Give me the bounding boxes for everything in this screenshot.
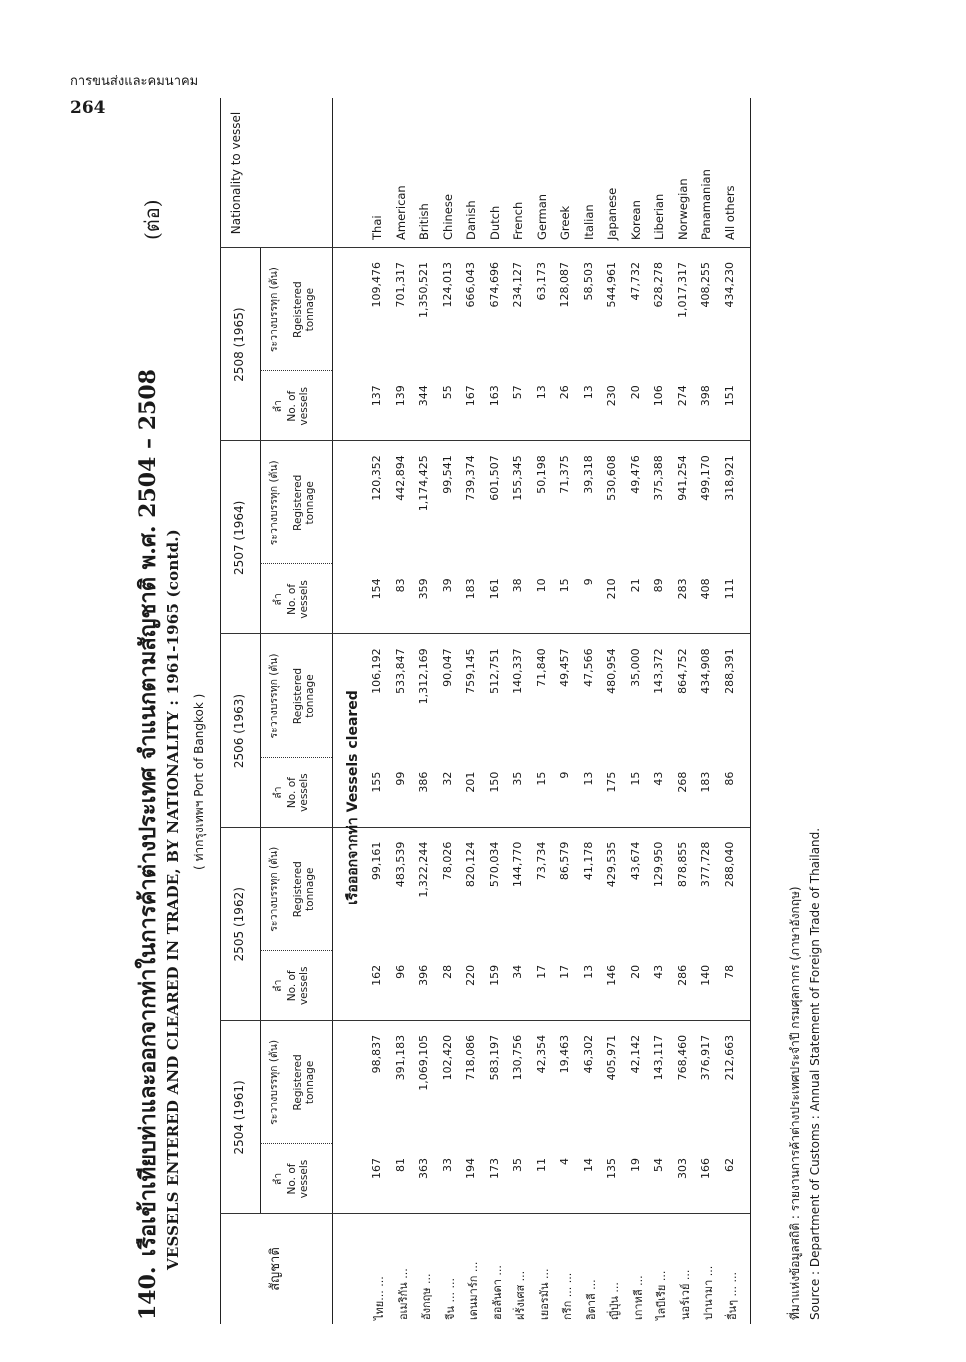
vessels-count-cell: 175 bbox=[605, 771, 618, 793]
tonnage-cell: 288,040 bbox=[722, 841, 736, 888]
vessels-count-cell: 38 bbox=[511, 578, 524, 593]
tonnage-cell: 718,086 bbox=[464, 1034, 477, 1081]
running-header: การขนส่งและคมนาคม bbox=[70, 74, 199, 89]
row-label-thai: จีน ... ... bbox=[443, 1278, 457, 1320]
tonnage-cell: 878,855 bbox=[675, 841, 689, 888]
row-label-english: Norwegian bbox=[675, 178, 690, 240]
table-header-rule bbox=[332, 98, 333, 1324]
vessels-count-cell: 286 bbox=[675, 964, 689, 986]
tonnage-cell: 739,374 bbox=[464, 455, 477, 501]
vessels-count-cell: 150 bbox=[487, 771, 501, 793]
row-label-thai: เดนมาร์ก ... bbox=[467, 1261, 480, 1320]
tonnage-cell: 124,013 bbox=[440, 262, 454, 308]
row-label-english: All others bbox=[722, 185, 737, 240]
vessels-count-cell: 183 bbox=[699, 771, 712, 793]
vessels-count-cell: 386 bbox=[417, 771, 430, 793]
table-top-rule bbox=[220, 98, 221, 1324]
row-label-thai: อิตาลี ... bbox=[584, 1279, 598, 1320]
vessels-count-cell: 26 bbox=[558, 385, 571, 400]
vessels-count-cell: 21 bbox=[628, 578, 642, 593]
tonnage-cell: 1,322,244 bbox=[417, 841, 430, 898]
vessels-count-cell: 283 bbox=[675, 578, 689, 600]
year-header: 2506 (1963) bbox=[232, 693, 246, 769]
vessels-count-cell: 43 bbox=[652, 771, 665, 786]
tonnage-header-thai: ระวางบรรทุก (ตัน) bbox=[268, 846, 280, 932]
vessels-count-cell: 303 bbox=[675, 1158, 689, 1179]
title-thai-text: เรือเข้าเทียบท่าและออกจากท่าในการค้าต่างประเทศ จำแนกตามสัญชาติ พ.ศ. 2504 – 2508 bbox=[135, 369, 161, 1257]
vessels-count-cell: 161 bbox=[487, 578, 501, 600]
tonnage-cell: 1,017,317 bbox=[675, 262, 689, 318]
tonnage-cell: 288,391 bbox=[722, 648, 736, 694]
title-contd-thai: (ต่อ) bbox=[140, 199, 164, 240]
vessels-count-cell: 230 bbox=[605, 385, 618, 407]
vessels-count-cell: 28 bbox=[440, 964, 454, 979]
vessels-count-cell: 344 bbox=[417, 385, 430, 407]
vessels-count-cell: 13 bbox=[534, 385, 548, 400]
row-label-thai: ไลบีเรีย ... bbox=[655, 1270, 668, 1320]
tonnage-cell: 143,372 bbox=[652, 648, 665, 694]
year-divider bbox=[220, 827, 750, 828]
year-header: 2504 (1961) bbox=[232, 1080, 246, 1155]
vessels-count-cell: 363 bbox=[417, 1158, 430, 1179]
vessels-count-cell: 89 bbox=[652, 578, 665, 593]
vessels-count-cell: 220 bbox=[464, 964, 477, 986]
vessels-count-cell: 111 bbox=[722, 578, 736, 600]
row-label-english: German bbox=[534, 193, 549, 240]
vessels-count-cell: 268 bbox=[675, 771, 689, 793]
table-title-thai bbox=[130, 369, 165, 1320]
tonnage-cell: 102,420 bbox=[440, 1034, 454, 1081]
row-label-thai: เยอรมัน ... bbox=[537, 1268, 551, 1320]
vessels-table bbox=[220, 98, 768, 1324]
vessels-count-cell: 78 bbox=[722, 964, 736, 979]
vessels-count-cell: 57 bbox=[511, 385, 524, 400]
row-label-english: British bbox=[417, 203, 431, 240]
vessels-count-cell: 163 bbox=[487, 385, 501, 407]
vessels-count-cell: 54 bbox=[652, 1158, 665, 1172]
tonnage-cell: 78,026 bbox=[440, 841, 454, 881]
vessels-header-thai: ลำ bbox=[272, 400, 284, 413]
vessels-count-cell: 9 bbox=[581, 578, 595, 586]
tonnage-cell: 674,696 bbox=[487, 262, 501, 308]
vessels-count-cell: 13 bbox=[581, 385, 595, 400]
tonnage-header-english: Rgeistered tonnage bbox=[292, 281, 316, 338]
vessels-header-thai: ลำ bbox=[272, 593, 284, 606]
vessels-count-cell: 96 bbox=[393, 964, 407, 979]
year-header: 2505 (1962) bbox=[232, 887, 246, 962]
tonnage-cell: 941,254 bbox=[675, 455, 689, 501]
row-label-english: Greek bbox=[558, 205, 572, 240]
year-divider bbox=[220, 440, 750, 441]
vessels-count-cell: 43 bbox=[652, 964, 665, 979]
row-label-thai: อื่นๆ ... ... bbox=[725, 1271, 739, 1320]
vessels-count-cell: 154 bbox=[370, 578, 383, 600]
tonnage-cell: 499,170 bbox=[699, 455, 712, 501]
row-label-english: Chinese bbox=[440, 194, 455, 240]
tonnage-cell: 377,728 bbox=[699, 841, 712, 888]
tonnage-cell: 628,278 bbox=[652, 262, 665, 308]
vessels-count-cell: 159 bbox=[487, 964, 501, 986]
nationality-english-header: Nationality to vessel bbox=[229, 111, 243, 235]
table-bottom-rule bbox=[750, 98, 751, 1324]
vessels-count-cell: 155 bbox=[370, 771, 383, 793]
tonnage-cell: 90,047 bbox=[440, 648, 454, 687]
vessels-count-cell: 19 bbox=[628, 1158, 642, 1172]
vessels-count-cell: 35 bbox=[511, 1158, 524, 1172]
vessels-count-cell: 135 bbox=[605, 1158, 618, 1179]
tonnage-cell: 71,840 bbox=[534, 648, 548, 687]
tonnage-cell: 1,174,425 bbox=[417, 455, 430, 512]
vessels-count-cell: 13 bbox=[581, 964, 595, 979]
tonnage-cell: 98,837 bbox=[370, 1034, 383, 1074]
vessels-count-cell: 146 bbox=[605, 964, 618, 986]
tonnage-header-english: Registered tonnage bbox=[292, 1054, 316, 1111]
tonnage-cell: 49,476 bbox=[628, 455, 642, 494]
vessels-count-cell: 15 bbox=[628, 771, 642, 786]
tonnage-cell: 130,756 bbox=[511, 1034, 524, 1081]
tonnage-cell: 212,663 bbox=[722, 1034, 736, 1081]
vessels-header-english: No. of vessels bbox=[286, 966, 310, 1006]
row-label-thai: อเมริกัน ... bbox=[396, 1268, 410, 1320]
vessels-count-cell: 106 bbox=[652, 385, 665, 407]
tonnage-cell: 759,145 bbox=[464, 648, 477, 694]
vessels-count-cell: 55 bbox=[440, 385, 454, 400]
nationality-thai-header: สัญชาติ bbox=[268, 1247, 283, 1291]
vessels-count-cell: 10 bbox=[534, 578, 548, 593]
tonnage-header-thai: ระวางบรรทุก (ตัน) bbox=[268, 653, 280, 739]
row-label-english: French bbox=[511, 201, 525, 240]
tonnage-cell: 129,950 bbox=[652, 841, 665, 888]
tonnage-cell: 405,971 bbox=[605, 1034, 618, 1081]
tonnage-cell: 47,732 bbox=[628, 262, 642, 301]
tonnage-cell: 41,178 bbox=[581, 841, 595, 881]
vessels-count-cell: 14 bbox=[581, 1158, 595, 1172]
vessels-count-cell: 408 bbox=[699, 578, 712, 600]
year-divider bbox=[220, 633, 750, 634]
tonnage-cell: 128,087 bbox=[558, 262, 571, 308]
row-label-english: Italian bbox=[581, 204, 596, 240]
tonnage-cell: 50,198 bbox=[534, 455, 548, 494]
tonnage-cell: 73,734 bbox=[534, 841, 548, 881]
tonnage-cell: 144,770 bbox=[511, 841, 524, 888]
tonnage-cell: 666,043 bbox=[464, 262, 477, 308]
vessels-count-cell: 17 bbox=[558, 964, 571, 979]
tonnage-cell: 483,539 bbox=[393, 841, 407, 888]
tonnage-cell: 480,954 bbox=[605, 648, 618, 694]
row-label-english: Liberian bbox=[652, 193, 666, 240]
tonnage-cell: 42,142 bbox=[628, 1034, 642, 1074]
vessels-count-cell: 99 bbox=[393, 771, 407, 786]
tonnage-header-english: Registered tonnage bbox=[292, 474, 316, 531]
tonnage-cell: 864,752 bbox=[675, 648, 689, 694]
vessels-count-cell: 35 bbox=[511, 771, 524, 786]
tonnage-cell: 544,961 bbox=[605, 262, 618, 308]
row-label-thai: ฝรั่งเศส ... bbox=[514, 1270, 527, 1320]
tonnage-cell: 318,921 bbox=[722, 455, 736, 501]
vessels-count-cell: 39 bbox=[440, 578, 454, 593]
vessels-header-english: No. of vessels bbox=[286, 773, 310, 812]
row-label-thai: กรีก ... ... bbox=[561, 1272, 574, 1320]
tonnage-cell: 376,917 bbox=[699, 1034, 712, 1081]
row-label-thai: เกาหลี ... bbox=[631, 1275, 645, 1320]
vessels-count-cell: 359 bbox=[417, 578, 430, 600]
vessels-count-cell: 139 bbox=[393, 385, 407, 407]
table-title-english: VESSELS ENTERED AND CLEARED IN TRADE, BY NATIONALITY : 1961-1965 (contd.) bbox=[164, 529, 182, 1270]
tonnage-cell: 58,503 bbox=[581, 262, 595, 301]
row-label-english: Thai bbox=[370, 215, 384, 240]
nationality-en-divider bbox=[220, 247, 750, 248]
vessels-header-english: No. of vessels bbox=[286, 580, 310, 619]
vessels-count-cell: 151 bbox=[722, 385, 736, 407]
source-english: Source : Department of Customs : Annual Statement of Foreign Trade of Thailand. bbox=[808, 827, 822, 1320]
tonnage-cell: 1,312,169 bbox=[417, 648, 430, 705]
tonnage-cell: 63,173 bbox=[534, 262, 548, 301]
tonnage-cell: 35,000 bbox=[628, 648, 642, 687]
tonnage-cell: 1,069,105 bbox=[417, 1034, 430, 1091]
vessels-header-english: No. of vessels bbox=[286, 386, 310, 426]
tonnage-cell: 49,457 bbox=[558, 648, 571, 687]
vessels-count-cell: 167 bbox=[464, 385, 477, 407]
tonnage-cell: 143,117 bbox=[652, 1034, 665, 1081]
vessels-count-cell: 173 bbox=[487, 1158, 501, 1179]
tonnage-cell: 43,674 bbox=[628, 841, 642, 881]
vessels-count-cell: 83 bbox=[393, 578, 407, 593]
tonnage-cell: 42,354 bbox=[534, 1034, 548, 1074]
vessels-count-cell: 11 bbox=[534, 1158, 548, 1172]
tonnage-cell: 99,161 bbox=[370, 841, 383, 881]
vessels-count-cell: 13 bbox=[581, 771, 595, 786]
tonnage-cell: 71,375 bbox=[558, 455, 571, 494]
vessels-count-cell: 32 bbox=[440, 771, 454, 786]
vessels-count-cell: 398 bbox=[699, 385, 712, 407]
vessels-count-cell: 17 bbox=[534, 964, 548, 979]
vessels-count-cell: 183 bbox=[464, 578, 477, 600]
vessels-header-thai: ลำ bbox=[272, 979, 284, 992]
tonnage-cell: 391,183 bbox=[393, 1034, 407, 1081]
row-label-english: American bbox=[393, 185, 408, 240]
vessels-count-cell: 137 bbox=[370, 385, 383, 407]
tonnage-cell: 434,230 bbox=[722, 262, 736, 308]
row-label-english: Danish bbox=[464, 200, 478, 240]
tonnage-cell: 234,127 bbox=[511, 262, 524, 308]
tonnage-header-thai: ระวางบรรทุก (ตัน) bbox=[268, 267, 280, 353]
year-divider bbox=[220, 1020, 750, 1021]
row-label-thai: ฮอลันดา ... bbox=[490, 1265, 504, 1320]
vessels-count-cell: 201 bbox=[464, 771, 477, 793]
tonnage-cell: 530,608 bbox=[605, 455, 618, 501]
tonnage-cell: 46,302 bbox=[581, 1034, 595, 1074]
tonnage-cell: 512,751 bbox=[487, 648, 501, 694]
vessels-count-cell: 15 bbox=[534, 771, 548, 786]
tonnage-cell: 442,894 bbox=[393, 455, 407, 501]
vessels-header-thai: ลำ bbox=[272, 786, 284, 799]
vessels-count-cell: 86 bbox=[722, 771, 736, 786]
tonnage-cell: 106,192 bbox=[370, 648, 383, 694]
tonnage-cell: 39,318 bbox=[581, 455, 595, 494]
rotated-table-page bbox=[120, 90, 840, 1330]
vessels-count-cell: 4 bbox=[558, 1158, 571, 1165]
source-thai: ที่มาแห่งข้อมูลสถิติ : รายงานการค้าต่างประเทศประจำปี กรมศุลกากร (ภาษาอังกฤษ) bbox=[788, 886, 802, 1320]
tonnage-cell: 155,345 bbox=[511, 455, 524, 501]
vessels-count-cell: 140 bbox=[699, 964, 712, 986]
vessels-count-cell: 15 bbox=[558, 578, 571, 593]
tonnage-cell: 533,847 bbox=[393, 648, 407, 694]
vessels-count-cell: 162 bbox=[370, 964, 383, 986]
vessels-header-thai: ลำ bbox=[272, 1172, 284, 1186]
tonnage-cell: 140,337 bbox=[511, 648, 524, 694]
vessels-count-cell: 20 bbox=[628, 385, 642, 400]
tonnage-cell: 1,350,521 bbox=[417, 262, 430, 318]
tonnage-cell: 768,460 bbox=[675, 1034, 689, 1081]
tonnage-cell: 583,197 bbox=[487, 1034, 501, 1081]
row-label-thai: ญี่ปุ่น ... bbox=[608, 1282, 621, 1320]
year-subheader-rule bbox=[260, 248, 261, 1214]
vessels-count-cell: 34 bbox=[511, 964, 524, 979]
vessels-count-cell: 33 bbox=[440, 1158, 454, 1172]
row-label-thai: นอร์เวย์ ... bbox=[678, 1269, 692, 1320]
table-subtitle: ( ท่ากรุงเทพฯ Port of Bangkok ) bbox=[192, 693, 206, 870]
row-label-english: Korean bbox=[628, 200, 643, 240]
vessels-count-cell: 167 bbox=[370, 1158, 383, 1179]
vessels-count-cell: 166 bbox=[699, 1158, 712, 1179]
tonnage-cell: 120,352 bbox=[370, 455, 383, 501]
tonnage-cell: 820,124 bbox=[464, 841, 477, 888]
tonnage-cell: 47,566 bbox=[581, 648, 595, 687]
vessels-count-cell: 396 bbox=[417, 964, 430, 986]
tonnage-cell: 570,034 bbox=[487, 841, 501, 888]
row-label-thai: ไทย... ... bbox=[373, 1276, 386, 1320]
year-header: 2508 (1965) bbox=[232, 307, 246, 382]
page-number: 264 bbox=[70, 98, 106, 118]
year-header: 2507 (1964) bbox=[232, 500, 246, 575]
tonnage-header-english: Registered tonnage bbox=[292, 667, 316, 725]
vessels-count-cell: 20 bbox=[628, 964, 642, 979]
vessels-header-english: No. of vessels bbox=[286, 1159, 310, 1199]
vessels-count-cell: 62 bbox=[722, 1158, 736, 1172]
tonnage-cell: 701,317 bbox=[393, 262, 407, 308]
tonnage-cell: 434,908 bbox=[699, 648, 712, 694]
tonnage-cell: 19,463 bbox=[558, 1034, 571, 1074]
row-label-thai: อังกฤษ ... bbox=[420, 1273, 433, 1320]
row-label-english: Dutch bbox=[487, 205, 502, 240]
row-label-english: Panamanian bbox=[699, 169, 713, 240]
tonnage-cell: 109,476 bbox=[370, 262, 383, 308]
tonnage-cell: 99,541 bbox=[440, 455, 454, 494]
vessels-count-cell: 274 bbox=[675, 385, 689, 407]
vessels-count-cell: 81 bbox=[393, 1158, 407, 1172]
tonnage-cell: 86,579 bbox=[558, 841, 571, 881]
section-label-vessels-cleared: เรือออกจากท่า Vessels cleared bbox=[345, 690, 361, 905]
tonnage-cell: 601,507 bbox=[487, 455, 501, 501]
tonnage-cell: 408,255 bbox=[699, 262, 712, 308]
vessels-count-cell: 210 bbox=[605, 578, 618, 600]
tonnage-cell: 429,535 bbox=[605, 841, 618, 888]
tonnage-header-thai: ระวางบรรทุก (ตัน) bbox=[268, 1039, 280, 1125]
tonnage-header-english: Registered tonnage bbox=[292, 861, 316, 918]
table-number: 140. bbox=[135, 1266, 161, 1320]
row-label-english: Japanese bbox=[605, 187, 619, 240]
tonnage-header-thai: ระวางบรรทุก (ตัน) bbox=[268, 460, 280, 546]
row-label-thai: ปานามา ... bbox=[702, 1265, 715, 1320]
label-divider bbox=[220, 1213, 750, 1214]
vessels-count-cell: 9 bbox=[558, 771, 571, 779]
vessels-count-cell: 194 bbox=[464, 1158, 477, 1179]
tonnage-cell: 375,388 bbox=[652, 455, 665, 501]
